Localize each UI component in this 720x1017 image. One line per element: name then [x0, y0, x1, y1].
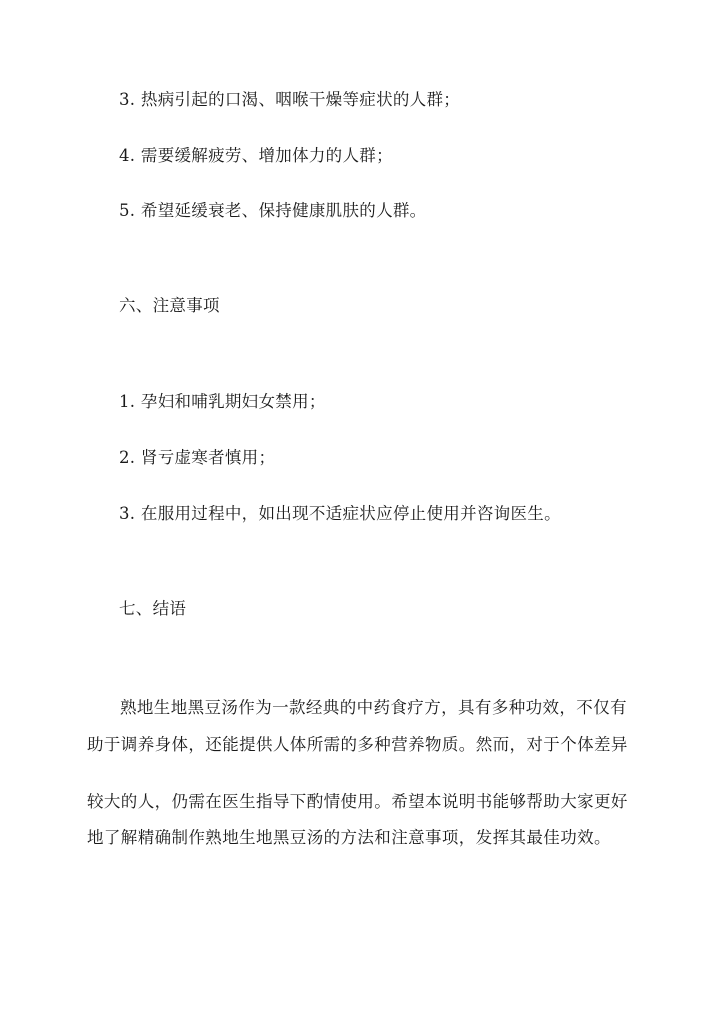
list-item-5-4: 4. 需要缓解疲劳、增加体力的人群；	[119, 146, 393, 165]
list-item-5-3: 3. 热病引起的口渴、咽喉干燥等症状的人群；	[119, 90, 461, 109]
conclusion-line-4: 地了解精确制作熟地生地黑豆汤的方法和注意事项，发挥其最佳功效。	[87, 828, 611, 847]
list-item-5-5: 5. 希望延缓衰老、保持健康肌肤的人群。	[119, 201, 427, 220]
section-heading-6: 六、注意事项	[119, 296, 220, 315]
list-item-6-1: 1. 孕妇和哺乳期妇女禁用；	[119, 392, 326, 411]
conclusion-line-2: 助于调养身体，还能提供人体所需的多种营养物质。然而，对于个体差异	[87, 735, 628, 754]
conclusion-line-3: 较大的人，仍需在医生指导下酌情使用。希望本说明书能够帮助大家更好	[87, 792, 628, 811]
section-heading-7: 七、结语	[119, 599, 187, 618]
list-item-6-2: 2. 肾亏虚寒者慎用；	[119, 448, 276, 467]
list-item-6-3: 3. 在服用过程中，如出现不适症状应停止使用并咨询医生。	[119, 504, 561, 523]
conclusion-line-1: 熟地生地黑豆汤作为一款经典的中药食疗方，具有多种功效，不仅有	[120, 698, 627, 717]
